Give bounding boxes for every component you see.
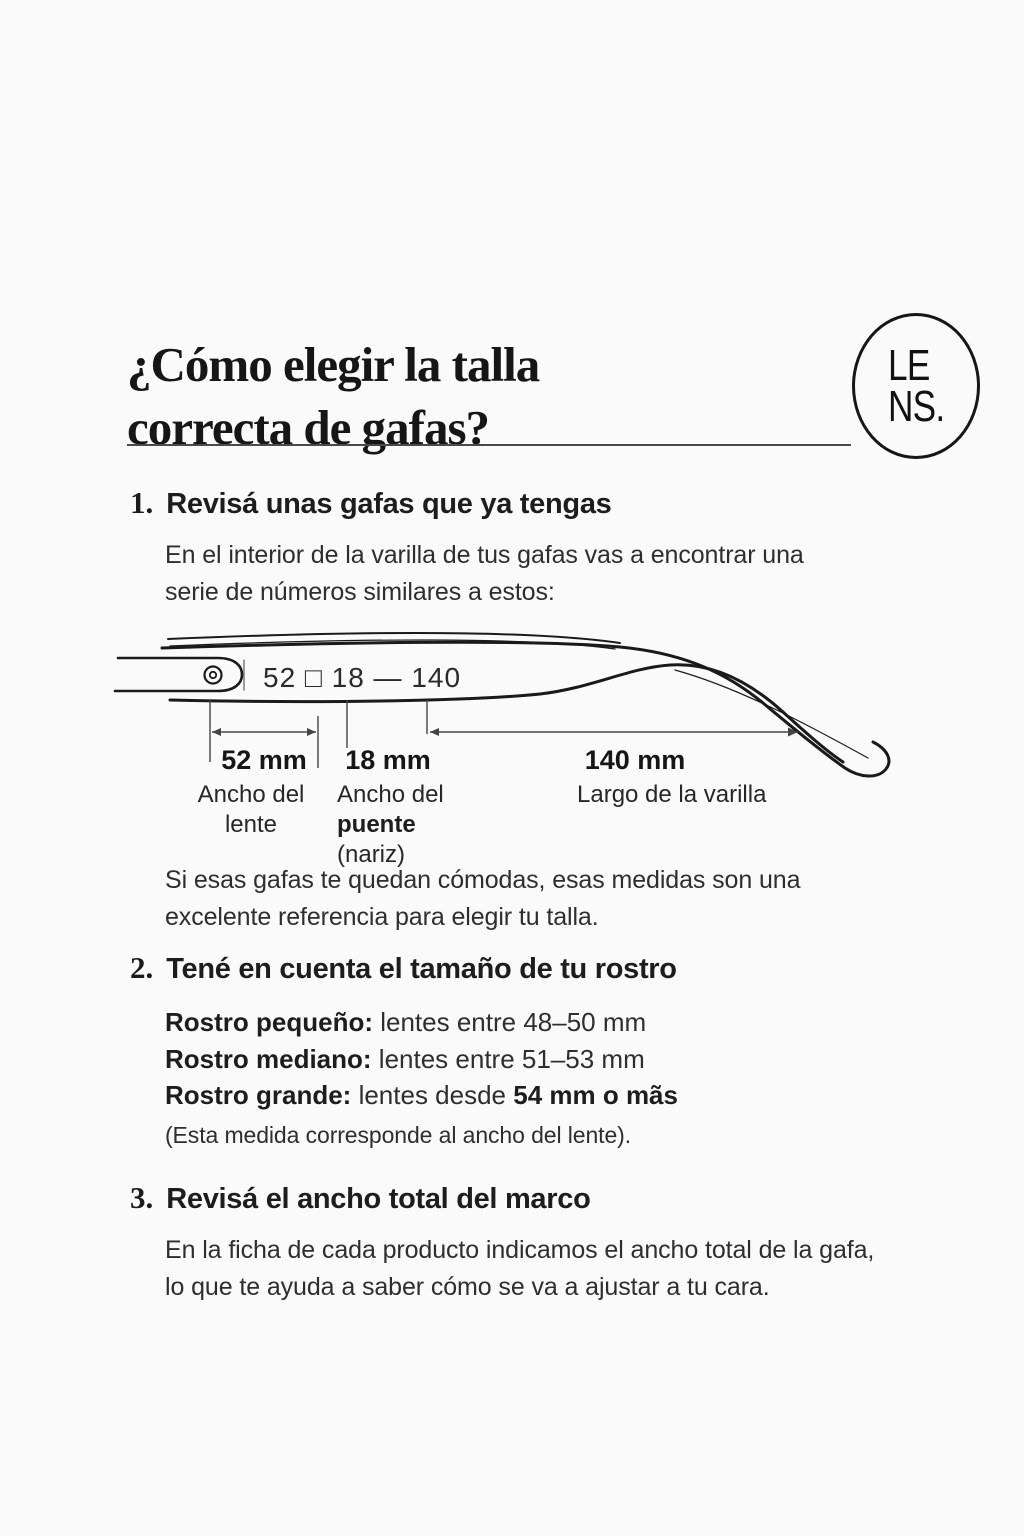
bridge-width-label-bold: puente [337,811,416,838]
lens-logo-line-1: LE [887,341,930,390]
bridge-width-label-prefix: Ancho del [337,781,444,808]
lens-width-label-line-1: Ancho del [197,781,305,808]
page-title-line-1: ¿Cómo elegir la talla [127,336,540,392]
section-3-paragraph-line-2: lo que te ayuda a saber cómo se va a ajustar a tu cara. [165,1273,770,1301]
face-size-row-large [165,1077,925,1114]
section-1-closing-line-2: excelente referencia para elegir tu talla. [165,903,599,931]
section-1-closing-paragraph [165,862,925,936]
bridge-width-label [337,780,444,870]
temple-length-value: 140 mm [584,745,686,775]
section-1-title: Revisá unas gafas que ya tengas [166,488,612,520]
face-size-large-label: Rostro grande: [165,1080,352,1110]
lens-width-label [198,780,305,840]
section-3-paragraph-line-1: En la ficha de cada producto indicamos el ancho total de la gafa, [165,1236,875,1264]
section-3-title: Revisá el ancho total del marco [166,1183,591,1215]
section-2-number: 2. [130,950,154,985]
bridge-width-label-line-1 [337,780,444,840]
bridge-width-label-line-2: (nariz) [337,841,406,868]
lens-width-label-line-2: lente [224,811,278,838]
section-1-paragraph [165,537,925,611]
temple-hook-highlight-line [675,670,868,758]
header-divider [127,444,851,446]
face-size-row-small [165,1004,925,1041]
page-title [127,333,767,459]
temple-size-marking: 52 □ 18 — 140 [263,662,462,693]
section-1-heading [130,485,611,521]
lens-logo-line-2: NS. [887,382,945,431]
hinge-screw-icon [205,667,222,684]
hinge-screw-center-icon [210,672,216,678]
hinge-plate-outline [115,658,242,691]
section-3-number: 3. [130,1180,154,1215]
section-1-paragraph-line-1: En el interior de la varilla de tus gafas vas a encontrar una [165,541,804,569]
face-size-row-medium [165,1041,925,1078]
face-size-large-text: lentes desde [351,1080,514,1110]
temple-length-label: Largo de la varilla [577,781,767,808]
page-title-line-2: correcta de gafas? [127,399,490,455]
section-3-heading [130,1180,591,1216]
arrowhead-left-lens [212,728,221,736]
arrowhead-right-lens [307,728,316,736]
arrowhead-left-temple [430,728,439,736]
bridge-width-value: 18 mm [345,745,431,775]
section-2-heading [130,950,677,986]
face-size-small-text: lentes entre 48–50 mm [373,1007,647,1037]
section-2-title: Tené en cuenta el tamaño de tu rostro [166,953,677,985]
section-1-closing-line-1: Si esas gafas te quedan cómodas, esas medidas son una [165,866,801,894]
glasses-measurement-diagram [100,630,930,868]
section-1-number: 1. [130,485,154,520]
section-1-paragraph-line-2: serie de números similares a estos: [165,578,555,606]
lens-width-value: 52 mm [221,745,307,775]
face-size-list [165,1004,925,1114]
face-size-medium-text: lentes entre 51–53 mm [371,1043,645,1074]
lens-logo [852,313,980,459]
lens-width-note: (Esta medida corresponde al ancho del lente). [165,1122,632,1148]
face-size-large-bold: 54 mm o mãs [513,1080,678,1110]
section-3-paragraph [165,1232,925,1306]
face-size-medium-label: Rostro mediano: [165,1043,372,1074]
face-size-small-label: Rostro pequeño: [165,1007,373,1037]
lens-logo-text [887,341,945,431]
